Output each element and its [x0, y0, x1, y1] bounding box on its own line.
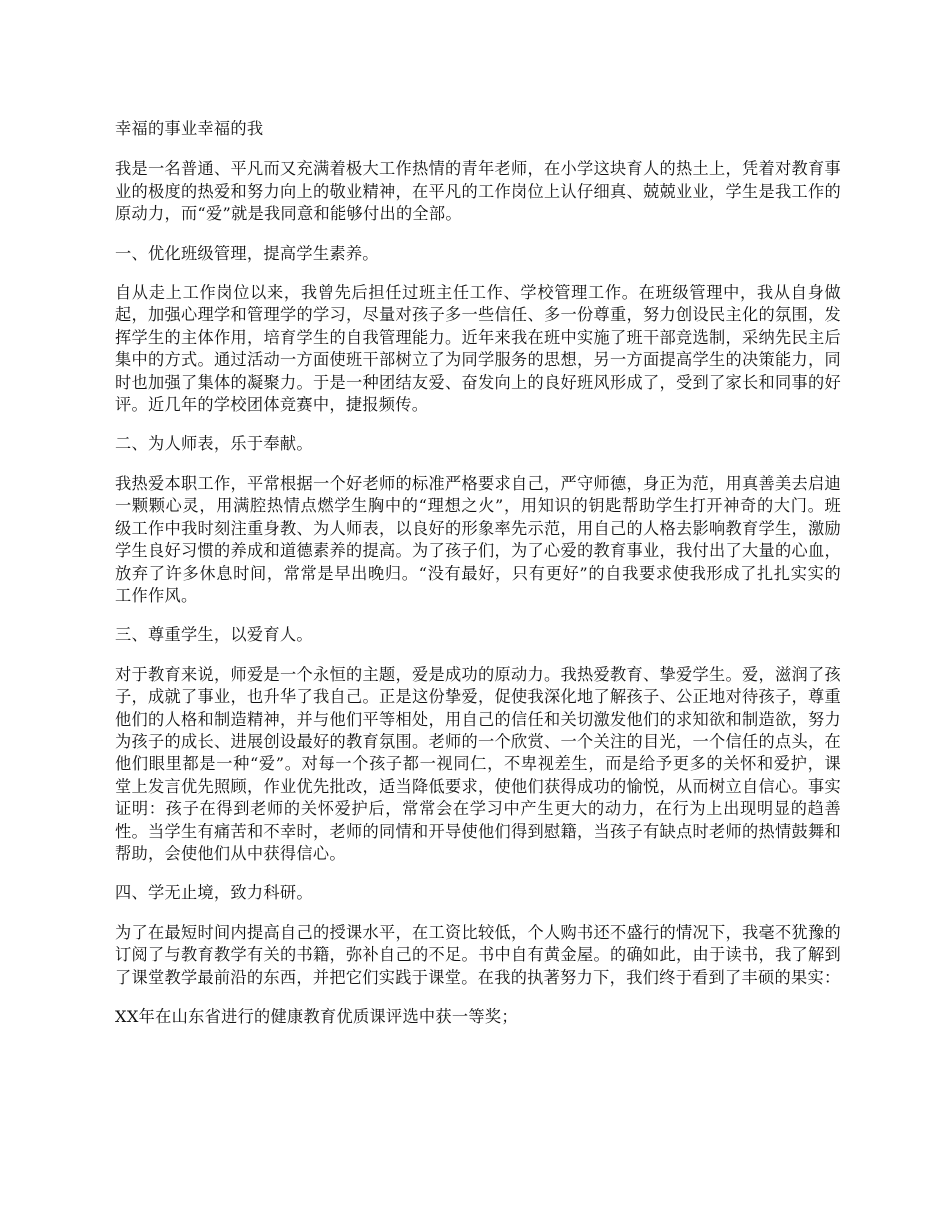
section-body-1: 自从走上工作岗位以来，我曾先后担任过班主任工作、学校管理工作。在班级管理中，我从自身做起，加强心理学和管理学的学习，尽量对孩子多一些信任、多一份尊重，努力创设民主化的氛围，发挥学生的主体作用，培育学生的自我管理能力。近年来我在班中实施了班干部竞选制，采纳先民主后集中的方式。通过活动一方面使班干部树立了为同学服务的思想，另一方面提高学生的决策能力，同时也加强了集体的凝聚力。于是一种团结友爱、奋发向上的良好班风形成了，受到了家长和同事的好评。近几年的学校团体竞赛中，捷报频传。 [115, 283, 841, 415]
section-heading-1: 一、优化班级管理，提高学生素养。 [115, 243, 379, 263]
section-heading-3: 三、尊重学生，以爱育人。 [115, 625, 313, 645]
document-page [115, 118, 841, 1045]
achievement-item: XX年在山东省进行的健康教育优质课评选中获一等奖； [115, 1007, 518, 1026]
document-title: 幸福的事业幸福的我 [115, 119, 264, 138]
section-body-4: 为了在最短时间内提高自己的授课水平，在工资比较低，个人购书还不盛行的情况下，我毫不犹豫的订阅了与教育教学有关的书籍，弥补自己的不足。书中自有黄金屋。的确如此，由于读书，我了解到了课堂教学最前沿的东西，并把它们实践于课堂。在我的执著努力下，我们终于看到了丰硕的果实： [115, 922, 841, 987]
section-body-2: 我热爱本职工作，平常根据一个好老师的标准严格要求自己，严守师德，身正为范，用真善美去启迪一颗颗心灵，用满腔热情点燃学生胸中的“理想之火”，用知识的钥匙帮助学生打开神奇的大门。班级工作中我时刻注重身教、为人师表，以良好的形象率先示范，用自己的人格去影响教育学生，激励学生良好习惯的养成和道德素养的提高。为了孩子们，为了心爱的教育事业，我付出了大量的心血，放弃了许多休息时间，常常是早出晚归。“没有最好，只有更好”的自我要求使我形成了扎扎实实的工作作风。 [115, 473, 841, 605]
section-heading-4: 四、学无止境，致力科研。 [115, 883, 313, 903]
intro-paragraph: 我是一名普通、平凡而又充满着极大工作热情的青年老师，在小学这块育人的热土上，凭着对教育事业的极度的热爱和努力向上的敬业精神，在平凡的工作岗位上认仔细真、兢兢业业，学生是我工作的原动力，而“爱”就是我同意和能够付出的全部。 [115, 159, 841, 224]
section-body-3: 对于教育来说，师爱是一个永恒的主题，爱是成功的原动力。我热爱教育、挚爱学生。爱，滋润了孩子，成就了事业，也升华了我自己。正是这份挚爱，促使我深化地了解孩子、公正地对待孩子，尊重他们的人格和制造精神，并与他们平等相处，用自己的信任和关切激发他们的求知欲和制造欲，努力为孩子的成长、进展创设最好的教育氛围。老师的一个欣赏、一个关注的目光，一个信任的点头，在他们眼里都是一种“爱”。对每一个孩子都一视同仁，不卑视差生，而是给予更多的关怀和爱护，课堂上发言优先照顾，作业优先批改，适当降低要求，使他们获得成功的愉悦，从而树立自信心。事实证明：孩子在得到老师的关怀爱护后，常常会在学习中产生更大的动力，在行为上出现明显的趋善性。当学生有痛苦和不幸时，老师的同情和开导使他们得到慰籍，当孩子有缺点时老师的热情鼓舞和帮助，会使他们从中获得信心。 [115, 664, 841, 863]
section-heading-2: 二、为人师表，乐于奉献。 [115, 434, 313, 454]
